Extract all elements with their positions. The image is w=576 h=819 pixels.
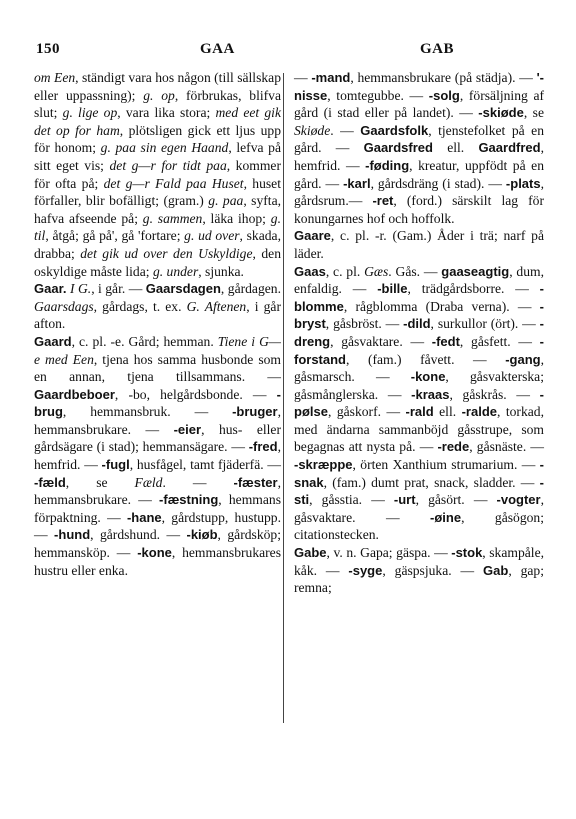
- example-phrase: det g—r Fald paa Huset: [103, 175, 244, 191]
- headword: Gaarsdagen: [145, 281, 221, 297]
- headword: Gab: [483, 562, 509, 578]
- headword: -kone: [137, 545, 172, 561]
- headword: -stok: [451, 545, 483, 561]
- example-phrase: g. paa sin egen Haand: [100, 140, 229, 156]
- entry-text: , vara lika stora;: [117, 105, 216, 121]
- example-phrase: g. op: [143, 87, 175, 103]
- example-phrase: G. Aftenen: [186, 298, 247, 314]
- entry-text: , v. n. Gapa; gäspa. —: [326, 545, 452, 561]
- entry-text: , hemmansbrukare. —: [34, 404, 281, 437]
- headword: Gaardsfolk: [360, 122, 429, 138]
- example-phrase: g. paa: [208, 193, 244, 209]
- entry-text: , kommer för ofta på;: [34, 157, 281, 191]
- headword: -øine: [430, 509, 462, 525]
- entry-text: —: [294, 70, 312, 85]
- entry-text: , -bo, helgårdsbonde. —: [114, 386, 277, 402]
- entry-text: , i går. —: [91, 281, 146, 297]
- entry-text: , gäspsjuka. —: [382, 562, 484, 578]
- entry-text: , gåsstia. —: [309, 492, 394, 508]
- entry-text: , hemmansbruk. —: [62, 404, 233, 420]
- dictionary-entry: [34, 69, 281, 280]
- headword: -ret: [372, 193, 394, 209]
- entry-text: , gåsögon; citationstecken.: [294, 509, 544, 543]
- entry-text: , rågblomma (Draba verna). —: [343, 298, 540, 314]
- headword: -fugl: [101, 457, 130, 473]
- entry-text: , trädgårdsborre. —: [407, 281, 540, 297]
- headword: Gaar.: [34, 281, 67, 297]
- headword: -fæstning: [159, 492, 219, 508]
- example-phrase: om Een: [34, 70, 76, 85]
- entry-text: , (fam.) fåvett. —: [346, 351, 506, 367]
- dictionary-entry: [34, 333, 281, 579]
- headword: -mand: [311, 70, 351, 85]
- entry-text: , hemmansbrukare. —: [34, 474, 281, 508]
- example-phrase: Gæs: [364, 263, 389, 279]
- entry-text: , gårdagen.: [220, 281, 281, 297]
- entry-text: , gåsbröst. —: [325, 316, 404, 332]
- example-phrase: Gaarsdags: [34, 298, 94, 314]
- headword: -rede: [437, 439, 470, 455]
- headword: Gaardbeboer: [34, 386, 115, 402]
- entry-text: , gårdsköp; hemmansköp. —: [34, 527, 281, 561]
- headword: -dild: [403, 316, 431, 332]
- guide-word-left: GAA: [200, 41, 235, 57]
- example-phrase: det gik ud over den Uskyldige: [80, 245, 253, 261]
- entry-text: , gåsnäste. —: [469, 439, 544, 455]
- entry-text: , försäljning af gård (i stad eller på landet). —: [294, 87, 545, 121]
- headword: -brug: [34, 386, 281, 420]
- headword: Gaare: [294, 228, 331, 244]
- headword: -hund: [54, 527, 91, 543]
- entry-text: , huset förfaller, blir bofälligt; (gram.): [34, 175, 281, 209]
- headword: -føding: [365, 157, 410, 173]
- entry-text: , skampåle, kåk. —: [294, 545, 544, 578]
- entry-text: , gårdags, t. ex.: [93, 298, 187, 314]
- guide-word-right: GAB: [420, 41, 455, 57]
- entry-text: . Gås. —: [388, 263, 442, 279]
- entry-text: , gåsfett. —: [459, 333, 540, 349]
- entry-text: , surkullor (ört). —: [430, 316, 540, 332]
- entry-text: , gåskrås. —: [449, 386, 540, 402]
- entry-text: , gåsvaktare. —: [294, 492, 544, 525]
- entry-text: , c. pl. -e. Gård; hemman.: [71, 333, 218, 349]
- page-number: 150: [36, 41, 60, 57]
- headword: -solg: [428, 87, 460, 103]
- entry-text: , gåsvaktare. —: [330, 333, 432, 349]
- headword: -rald: [405, 404, 434, 420]
- headword: -bille: [377, 281, 408, 297]
- entry-text: , kreatur, uppfödt på en gård. —: [294, 157, 544, 191]
- column-divider: [283, 73, 284, 723]
- headword: -pølse: [294, 386, 544, 420]
- entry-text: , se: [523, 105, 544, 121]
- dictionary-entry: [294, 544, 544, 597]
- entry-text: , tjenstefolket på en gård. —: [294, 122, 544, 156]
- entry-text: . —: [330, 122, 361, 138]
- page-header: [30, 41, 550, 65]
- headword: Gabe: [294, 545, 327, 561]
- headword: Gaardsfred: [363, 140, 433, 156]
- entry-text: , skada, drabba;: [34, 228, 281, 261]
- entry-text: , hemmansbrukares hustru eller enka.: [34, 545, 282, 578]
- dictionary-entry: [34, 280, 281, 333]
- example-phrase: g. til: [34, 210, 281, 244]
- headword: Gaas: [294, 263, 326, 279]
- dictionary-entry: [294, 69, 544, 227]
- example-phrase: I G.: [69, 281, 92, 297]
- headword: -hane: [126, 509, 162, 525]
- headword: -gang: [505, 351, 541, 367]
- dictionary-entry: [294, 227, 544, 262]
- entry-text: , gårdsdräng (i stad). —: [370, 175, 506, 191]
- entry-text: , gårdstupp, hustupp. —: [34, 509, 282, 543]
- entry-text: , se: [65, 474, 135, 490]
- headword: gaaseagtig: [441, 263, 510, 279]
- entry-text: , åtgå; gå på', gå 'fortare;: [45, 228, 185, 244]
- headword: Gaard: [34, 333, 72, 349]
- entry-text: ell.: [433, 404, 462, 420]
- entry-text: , tjena hos samma husbonde som en annan, tjena tillsammans. —: [34, 351, 281, 385]
- example-phrase: Tiene i G—e med Een: [34, 333, 282, 367]
- entry-text: , lefva på sitt eget vis;: [34, 140, 281, 173]
- entry-text: , förbrukas, blifva slut;: [34, 87, 281, 121]
- headword: -skræppe: [294, 457, 353, 473]
- entry-text: , plötsligen gick ett ljus upp för honom;: [34, 122, 281, 156]
- entry-text: , hus- eller gårdsägare (i stad); hemmansägare. —: [34, 421, 281, 455]
- entry-text: , hemmans förpaktning. —: [34, 492, 281, 525]
- headword: Gaardfred: [478, 140, 541, 156]
- left-column: [34, 69, 281, 579]
- entry-text: , hemfrid. —: [294, 140, 544, 173]
- entry-text: , gåskorf. —: [327, 404, 406, 420]
- headword: -kone: [410, 369, 446, 385]
- entry-text: , gåsvakterska; gåsmånglerska. —: [294, 369, 544, 402]
- entry-text: , husfågel, tamt fjäderfä. —: [129, 457, 281, 473]
- example-phrase: Skiøde: [294, 122, 331, 138]
- entry-text: , (ford.) särskilt lag för konungarnes hof och hoffolk.: [294, 193, 544, 226]
- headword: -forstand: [294, 333, 544, 367]
- entry-text: , i går afton.: [34, 298, 281, 332]
- example-phrase: Fæld: [134, 474, 163, 490]
- entry-text: , hemfrid. —: [34, 439, 281, 473]
- headword: -ralde: [461, 404, 497, 420]
- entry-text: , c. pl. -r. (Gam.) Åder i trä; narf på läder.: [294, 228, 544, 261]
- entry-text: , (fam.) dumt prat, snack, sladder. —: [323, 474, 540, 490]
- headword: -bruger: [232, 404, 278, 420]
- entry-text: , sjunka.: [198, 263, 244, 279]
- example-phrase: g. under: [152, 263, 199, 279]
- headword: -fedt: [431, 333, 460, 349]
- headword: -vogter: [496, 492, 541, 508]
- entry-text: , gåsmarsch. —: [294, 351, 544, 385]
- headword: -dreng: [294, 316, 544, 349]
- entry-text: , c. pl.: [325, 263, 365, 279]
- entry-text: , gårdshund. —: [90, 527, 187, 543]
- headword: -fæld: [34, 474, 66, 490]
- headword: -fred: [248, 439, 278, 455]
- headword: -plats: [505, 175, 541, 191]
- entry-text: ell.: [432, 140, 479, 156]
- entry-text: , gap; remna;: [294, 562, 544, 596]
- headword: -karl: [343, 175, 371, 191]
- headword: -blomme: [294, 281, 544, 314]
- right-column: [294, 69, 544, 597]
- headword: -bryst: [294, 298, 544, 332]
- entry-text: , ständigt vara hos någon (till sällskap eller uppassning);: [34, 70, 281, 103]
- headword: -fæster: [233, 474, 278, 490]
- headword: -kraas: [411, 386, 450, 402]
- entry-text: , hemmansbrukare (på städja). —: [350, 70, 537, 85]
- headword: -snak: [294, 457, 544, 490]
- entry-text: , läka ihop;: [202, 210, 271, 226]
- entry-text: , tomtegubbe. —: [327, 87, 429, 103]
- headword: -sti: [294, 474, 544, 508]
- entry-text: , gåsört. —: [415, 492, 497, 508]
- example-phrase: g. ud over: [184, 228, 240, 244]
- entry-text: , torkad, med ändarna sammanböjd gåsstrupe, som begagnas att nysta på. —: [294, 404, 544, 455]
- dictionary-entry: [294, 263, 544, 545]
- entry-text: , örten Xanthium strumarium. —: [352, 457, 540, 473]
- example-phrase: det g—r for tidt paa: [109, 157, 227, 173]
- headword: -urt: [393, 492, 416, 508]
- example-phrase: med eet gik det op for ham: [34, 105, 281, 138]
- example-phrase: g. lige op: [62, 105, 118, 121]
- entry-text: . —: [162, 474, 234, 490]
- headword: -syge: [348, 562, 383, 578]
- entry-text: , syfta, hafva afseende på;: [34, 193, 281, 226]
- entry-text: , gårdsrum.—: [294, 175, 544, 209]
- example-phrase: g. sammen: [142, 210, 203, 226]
- headword: '-nisse: [294, 70, 544, 103]
- entry-text: , den oskyldige måste lida;: [34, 245, 281, 279]
- entry-text: , dum, enfaldig. —: [294, 263, 544, 297]
- headword: -eier: [173, 421, 202, 437]
- headword: -kiøb: [186, 527, 218, 543]
- headword: -skiøde: [478, 105, 524, 121]
